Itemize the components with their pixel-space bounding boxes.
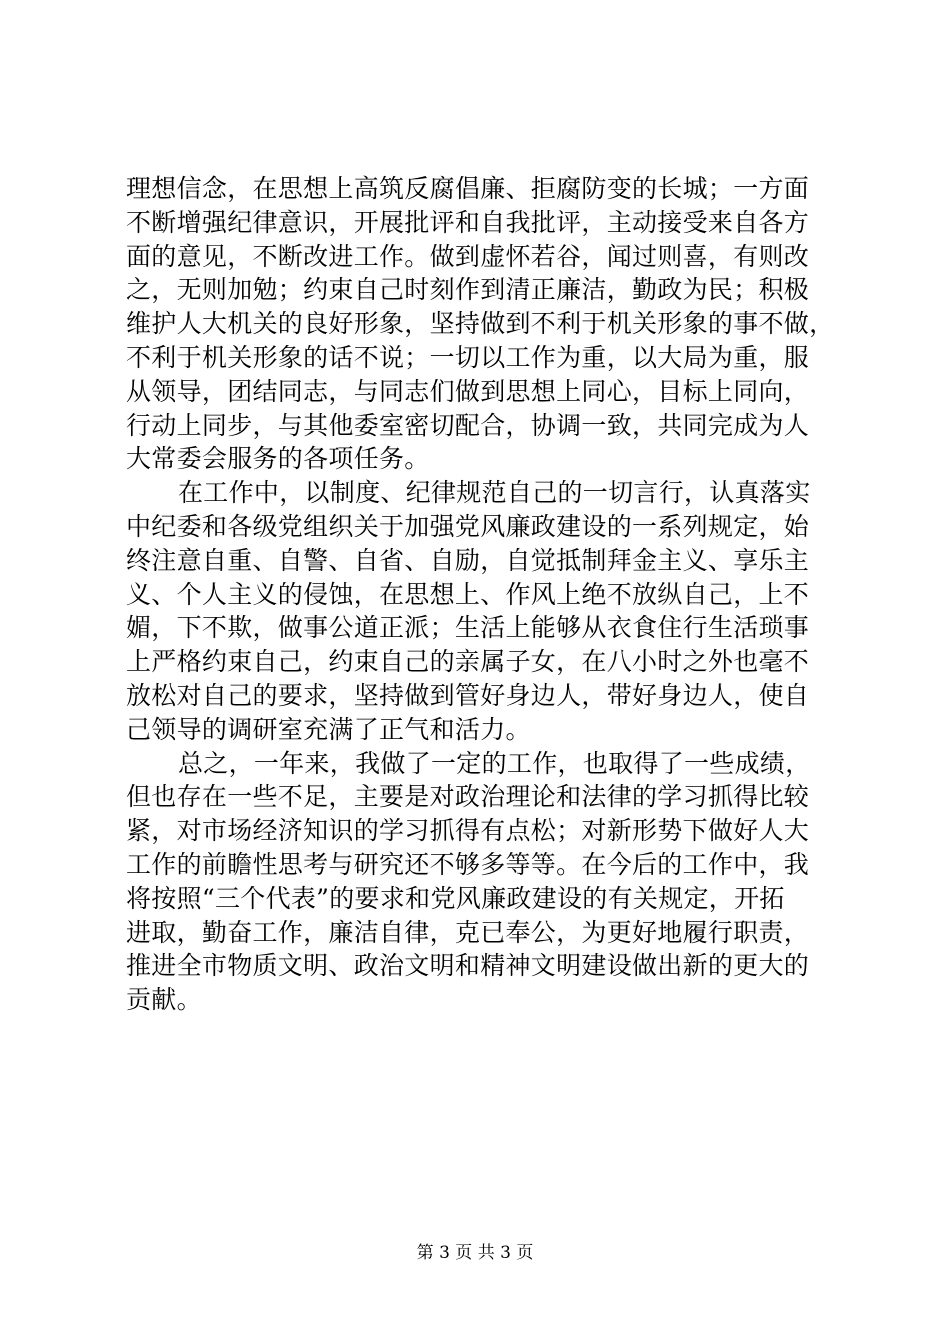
paragraph-3-line-7: 推进全市物质文明、政治文明和精神文明建设做出新的更大的 xyxy=(126,951,810,981)
paragraph-1-line-5: 维护人大机关的良好形象，坚持做到不利于机关形象的事不做， xyxy=(126,309,835,339)
paragraph-3-line-6: 进取，勤奋工作，廉洁自律，克已奉公，为更好地履行职责， xyxy=(126,917,810,947)
paragraph-1-line-7: 从领导，团结同志，与同志们做到思想上同心，目标上同向， xyxy=(126,376,810,406)
paragraph-3-line-3: 紧，对市场经济知识的学习抓得有点松；对新形势下做好人大 xyxy=(126,816,810,846)
paragraph-2-line-1: 在工作中，以制度、纪律规范自己的一切言行，认真落实 xyxy=(178,478,811,508)
paragraph-1-line-2: 不断增强纪律意识，开展批评和自我批评，主动接受来自各方 xyxy=(126,207,810,237)
paragraph-3-line-5: 将按照“三个代表”的要求和党风廉政建设的有关规定，开拓 xyxy=(126,883,785,913)
paragraph-2-line-4: 义、个人主义的侵蚀，在思想上、作风上绝不放纵自己，上不 xyxy=(126,579,810,609)
paragraph-3-line-1: 总之，一年来，我做了一定的工作，也取得了一些成绩， xyxy=(178,748,811,778)
paragraph-1-line-9: 大常委会服务的各项任务。 xyxy=(126,444,430,474)
paragraph-2-line-3: 终注意自重、自警、自省、自励，自觉抵制拜金主义、享乐主 xyxy=(126,545,810,575)
paragraph-1-line-8: 行动上同步，与其他委室密切配合，协调一致，共同完成为人 xyxy=(126,410,810,440)
paragraph-2-line-5: 媚，下不欺，做事公道正派；生活上能够从衣食住行生活琐事 xyxy=(126,613,810,643)
paragraph-1-line-3: 面的意见，不断改进工作。做到虚怀若谷，闻过则喜，有则改 xyxy=(126,241,810,271)
paragraph-2-line-8: 己领导的调研室充满了正气和活力。 xyxy=(126,714,531,744)
document-body xyxy=(126,172,838,1017)
paragraph-2-line-2: 中纪委和各级党组织关于加强党风廉政建设的一系列规定，始 xyxy=(126,511,810,541)
paragraph-1-line-4: 之，无则加勉；约束自己时刻作到清正廉洁，勤政为民；积极 xyxy=(126,275,810,305)
paragraph-2-line-6: 上严格约束自己，约束自己的亲属子女，在八小时之外也毫不 xyxy=(126,647,810,677)
page-footer: 第 3 页 共 3 页 xyxy=(416,1243,534,1263)
paragraph-3-line-4: 工作的前瞻性思考与研究还不够多等等。在今后的工作中，我 xyxy=(126,849,810,879)
paragraph-1-line-6: 不利于机关形象的话不说；一切以工作为重，以大局为重，服 xyxy=(126,342,810,372)
paragraph-3-line-8: 贡献。 xyxy=(126,985,202,1015)
paragraph-2-line-7: 放松对自己的要求，坚持做到管好身边人，带好身边人，使自 xyxy=(126,680,810,710)
paragraph-3-line-2: 但也存在一些不足，主要是对政治理论和法律的学习抓得比较 xyxy=(126,782,810,812)
paragraph-1-line-1: 理想信念，在思想上高筑反腐倡廉、拒腐防变的长城；一方面 xyxy=(126,174,810,203)
